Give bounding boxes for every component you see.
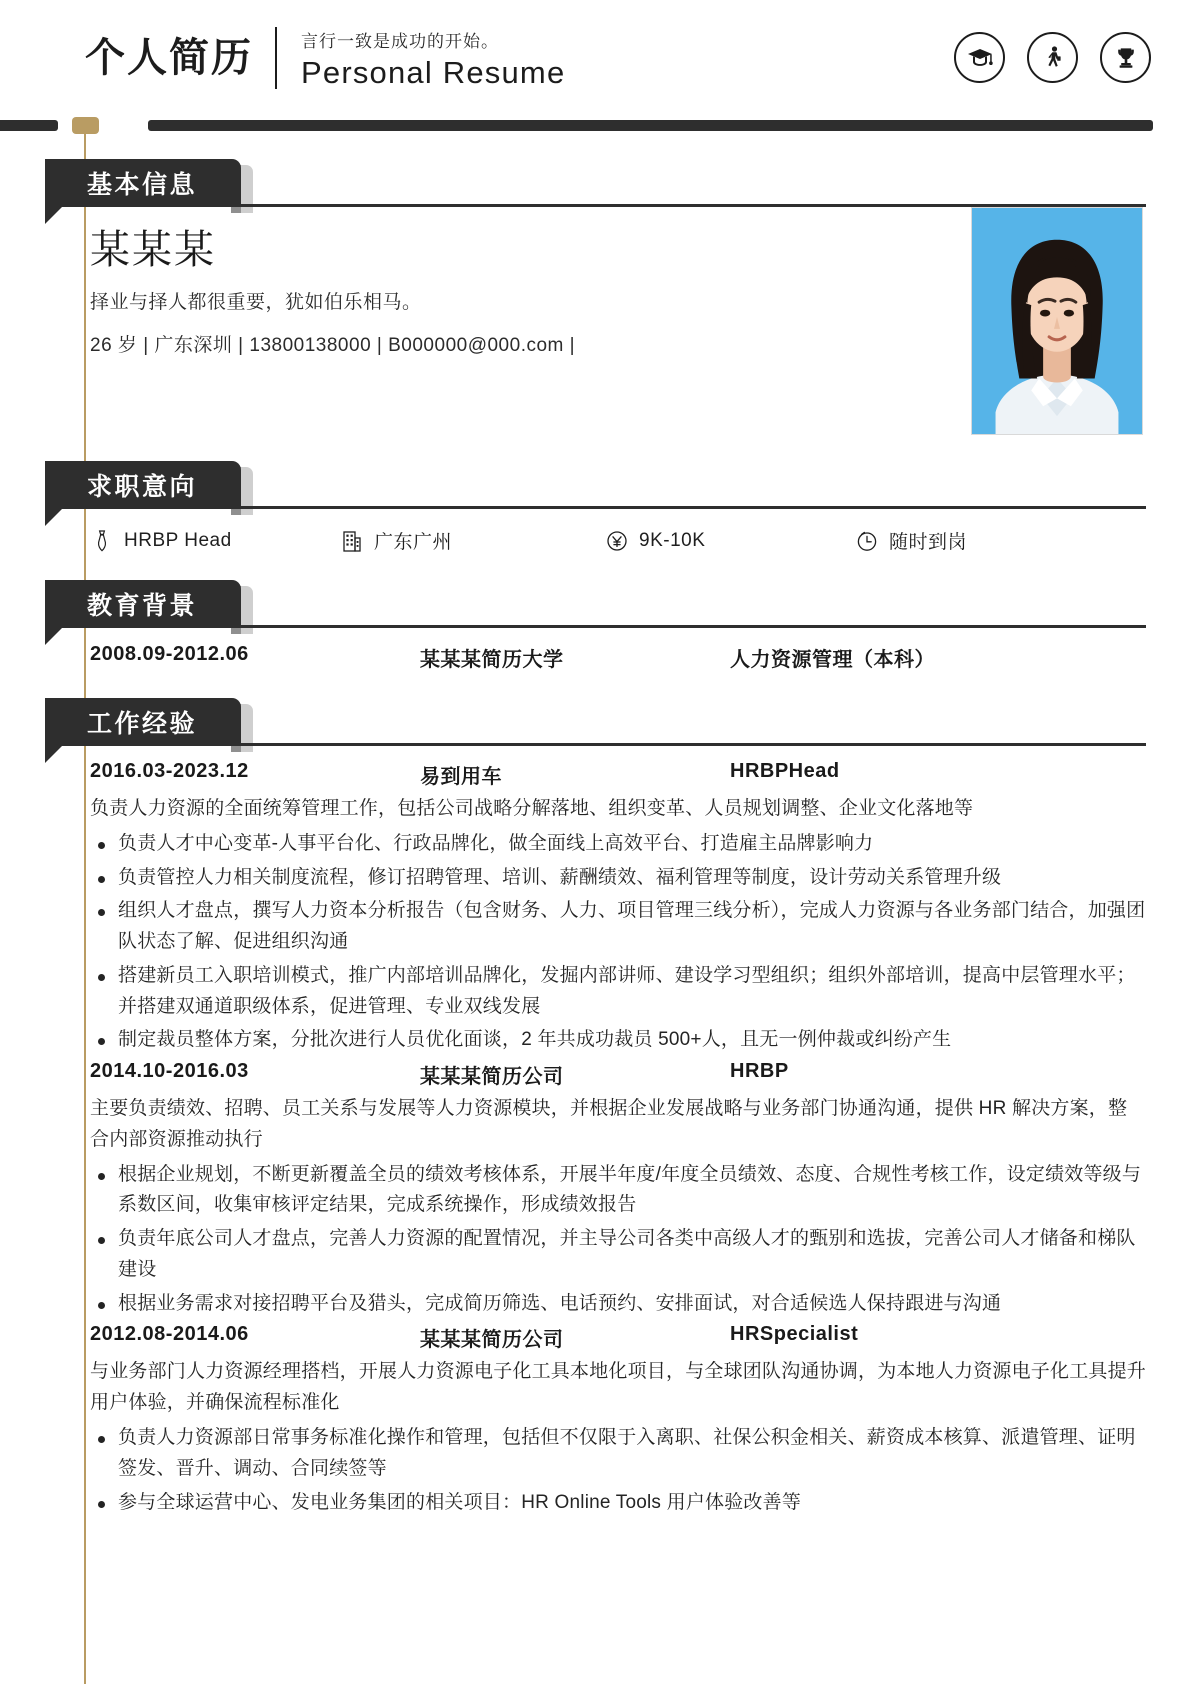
work-title: HRSpecialist [730, 1323, 859, 1346]
section-body-work [45, 746, 1146, 1518]
trophy-icon [1100, 32, 1151, 83]
header-title-cn: 个人简历 [85, 35, 253, 80]
education-major: 人力资源管理（本科） [730, 649, 935, 671]
avatar [971, 207, 1143, 435]
basic-info-row [90, 219, 1146, 435]
section-tab-intention [45, 461, 241, 509]
section-body-intention [45, 509, 1146, 554]
work-entry [90, 760, 1146, 1056]
rule-segment-left [0, 120, 58, 131]
work-company: 某某某简历公司 [420, 1066, 564, 1089]
work-bullet-list [90, 829, 1146, 1056]
header-rule-bar [0, 117, 1191, 133]
graduation-cap-icon [954, 32, 1005, 83]
section-job-intention [0, 461, 1146, 554]
work-date: 2014.10-2016.03 [90, 1060, 249, 1083]
list-item: 制定裁员整体方案，分批次进行人员优化面谈，2 年共成功裁员 500+人，且无一例仲裁或纠纷产生 [90, 1025, 1146, 1056]
person-name: 某某某 [90, 228, 216, 272]
header-slogan: 言行一致是成功的开始。 [301, 32, 499, 51]
intention-salary-text: 9K-10K [639, 529, 706, 551]
intention-salary [605, 529, 855, 553]
section-tab-notch [45, 746, 62, 763]
education-entry [90, 640, 1146, 672]
work-company: 某某某简历公司 [420, 1329, 564, 1352]
education-date: 2008.09-2012.06 [90, 643, 249, 665]
section-tab-label: 工作经验 [87, 710, 198, 738]
work-title: HRBPHead [730, 760, 840, 782]
list-item: 负责人才中心变革-人事平台化、行政品牌化，做全面线上高效平台、打造雇主品牌影响力 [90, 829, 1146, 860]
work-title: HRBP [730, 1060, 789, 1083]
section-header-basic [45, 159, 1146, 207]
intention-availability [855, 527, 967, 554]
section-header-intention [45, 461, 1146, 509]
header-title-en: Personal Resume [301, 55, 566, 90]
resume-body [0, 159, 1191, 1518]
intention-location-text: 广东广州 [374, 532, 453, 553]
clock-icon [855, 529, 879, 553]
section-tab-label: 教育背景 [87, 592, 198, 620]
tie-icon [90, 529, 114, 553]
section-education [0, 580, 1146, 672]
person-contact-line: 26 岁 | 广东深圳 | 13800138000 | B000000@000.com | [90, 335, 576, 356]
intention-location [340, 527, 605, 554]
work-entry [90, 1060, 1146, 1319]
list-item: 负责人力资源部日常事务标准化操作和管理，包括但不仅限于入离职、社保公积金相关、薪资成本核算、派遣管理、证明签发、晋升、调动、合同续签等 [90, 1423, 1146, 1485]
section-tab-work [45, 698, 241, 746]
list-item: 组织人才盘点，撰写人力资本分析报告（包含财务、人力、项目管理三线分析），完成人力资源与各业务部门结合，加强团队状态了解、促进组织沟通 [90, 896, 1146, 958]
page-header [0, 0, 1191, 115]
list-item: 搭建新员工入职培训模式，推广内部培训品牌化，发掘内部讲师、建设学习型组织；组织外部培训，提高中层管理水平；并搭建双通道职级体系，促进管理、专业双线发展 [90, 961, 1146, 1023]
section-tab-notch [45, 207, 62, 224]
section-tab-notch [45, 509, 62, 526]
list-item: 根据业务需求对接招聘平台及猎头，完成简历筛选、电话预约、安排面试，对合适候选人保持跟进与沟通 [90, 1289, 1146, 1320]
section-work-experience [0, 698, 1146, 1518]
section-header-work [45, 698, 1146, 746]
section-tab-basic [45, 159, 241, 207]
work-entry-header [90, 1060, 1146, 1089]
section-tab-notch [45, 628, 62, 645]
section-basic-info [0, 159, 1146, 435]
intention-position [90, 529, 340, 553]
work-bullet-list [90, 1423, 1146, 1518]
education-school: 某某某简历大学 [420, 649, 564, 671]
intention-position-text: HRBP Head [124, 529, 232, 551]
intention-row [90, 521, 1146, 554]
header-icon-group [954, 32, 1151, 83]
section-tab-label: 基本信息 [87, 171, 198, 199]
section-rule-line [90, 204, 1146, 207]
section-body-education [45, 628, 1146, 672]
list-item: 负责年底公司人才盘点，完善人力资源的配置情况，并主导公司各类中高级人才的甄别和选拔，完善公司人才储备和梯队建设 [90, 1224, 1146, 1286]
work-bullet-list [90, 1160, 1146, 1320]
work-date: 2016.03-2023.12 [90, 760, 249, 782]
basic-info-text [90, 219, 971, 357]
yuan-coin-icon [605, 529, 629, 553]
work-company: 易到用车 [420, 766, 502, 788]
list-item: 负责管控人力相关制度流程，修订招聘管理、培训、薪酬绩效、福利管理等制度，设计劳动关系管理升级 [90, 863, 1146, 894]
section-rule-line [90, 506, 1146, 509]
work-entry [90, 1323, 1146, 1518]
section-tab-label: 求职意向 [87, 473, 198, 501]
work-entry-header [90, 1323, 1146, 1352]
section-rule-line [90, 625, 1146, 628]
businessman-walking-icon [1027, 32, 1078, 83]
work-entry-header [90, 760, 1146, 789]
work-summary: 负责人力资源的全面统筹管理工作，包括公司战略分解落地、组织变革、人员规划调整、企业文化落地等 [90, 798, 974, 819]
work-date: 2012.08-2014.06 [90, 1323, 249, 1346]
work-summary: 与业务部门人力资源经理搭档，开展人力资源电子化工具本地化项目，与全球团队沟通协调，为本地人力资源电子化工具提升用户体验，并确保流程标准化 [90, 1361, 1147, 1414]
header-text-group [301, 27, 565, 88]
work-summary: 主要负责绩效、招聘、员工关系与发展等人力资源模块，并根据企业发展战略与业务部门协通沟通，提供 HR 解决方案，整合内部资源推动执行 [90, 1098, 1128, 1150]
list-item: 参与全球运营中心、发电业务集团的相关项目：HR Online Tools 用户体验改善等 [90, 1488, 1146, 1519]
header-divider [275, 27, 277, 89]
intention-availability-text: 随时到岗 [889, 532, 968, 553]
section-header-education [45, 580, 1146, 628]
building-icon [340, 529, 364, 553]
person-motto: 择业与择人都很重要，犹如伯乐相马。 [90, 292, 422, 313]
list-item: 根据企业规划，不断更新覆盖全员的绩效考核体系，开展半年度/年度全员绩效、态度、合规性考核工作，设定绩效等级与系数区间，收集审核评定结果，完成系统操作，形成绩效报告 [90, 1160, 1146, 1222]
section-tab-education [45, 580, 241, 628]
section-body-basic [45, 207, 1146, 435]
section-rule-line [90, 743, 1146, 746]
rule-segment-right [148, 120, 1153, 131]
